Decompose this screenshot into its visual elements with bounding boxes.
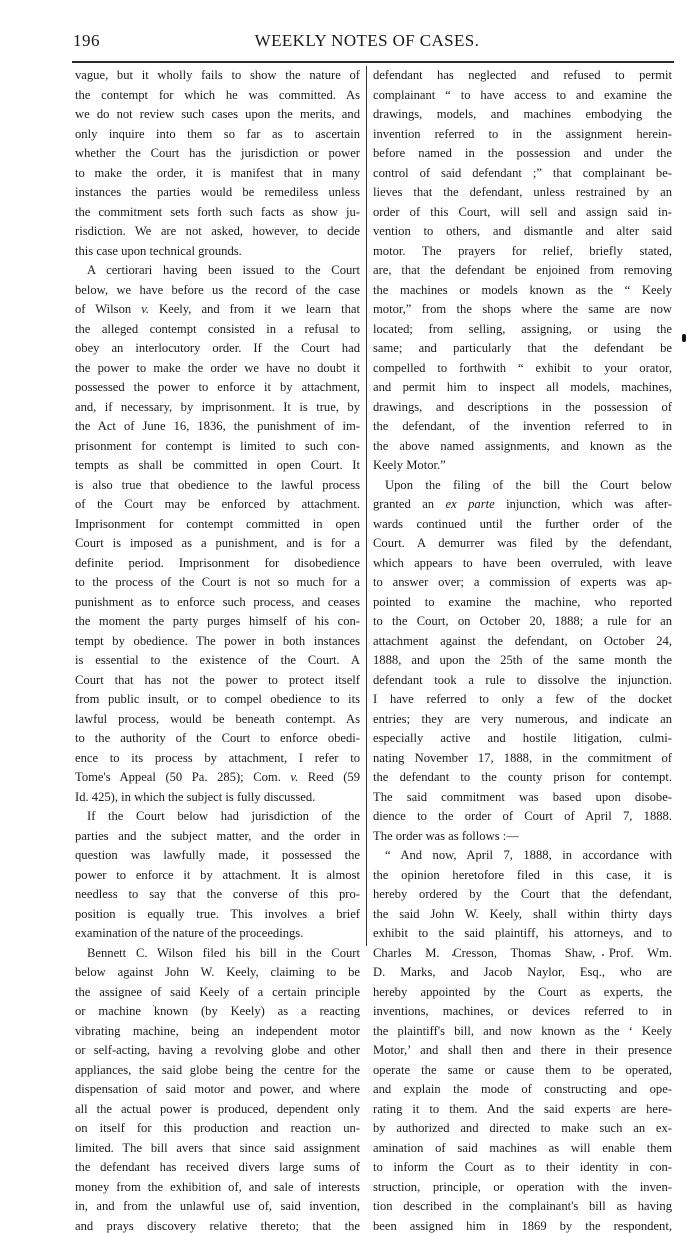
text-line: Charles M. Cresson, Thomas Shaw, Prof. Wm. xyxy=(373,944,672,964)
text-line: Motor,’ and shall then and there in their presence xyxy=(373,1041,672,1061)
text-line: drawings, models, and machines embodying the xyxy=(373,105,672,125)
text-line: Court. A demurrer was filed by the defendant, xyxy=(373,534,672,554)
text-line: only inquire into them so far as to ascertain xyxy=(75,125,360,145)
text-line: drawings, and descriptions in the possession of xyxy=(373,398,672,418)
text-line: punishment as to enforce such process, and ceases xyxy=(75,593,360,613)
text-line: same; and particularly that the defendant be xyxy=(373,339,672,359)
text-line: attachment against the defendant, on October 24, xyxy=(373,632,672,652)
text-line: or self-acting, having a revolving globe and other xyxy=(75,1041,360,1061)
text-line: the moment the party purges himself of his con- xyxy=(75,612,360,632)
page-number: 196 xyxy=(73,31,100,51)
left-column xyxy=(75,66,360,1236)
text-line: The said commitment was based upon disobe- xyxy=(373,788,672,808)
text-line: are, that the defendant be enjoined from removing xyxy=(373,261,672,281)
column-divider xyxy=(366,66,367,946)
text-line: by authorized and directed to make such an ex- xyxy=(373,1119,672,1139)
text-line: nating November 17, 1888, in the commitment of xyxy=(373,749,672,769)
text-line: of the Court may be enforced by attachment. xyxy=(75,495,360,515)
text-line: lieves that the defendant, unless restrained by an xyxy=(373,183,672,203)
text-line: we do not review such cases upon the merits, and xyxy=(75,105,360,125)
right-column xyxy=(373,66,672,1236)
text-line: obey an interlocutory order. If the Court had xyxy=(75,339,360,359)
text-line: on itself for this production and reaction un- xyxy=(75,1119,360,1139)
text-line: A certiorari having been issued to the Court xyxy=(75,261,360,281)
text-line: 1888, and upon the 25th of the same month the xyxy=(373,651,672,671)
text-line: and prays discovery relative thereto; that the xyxy=(75,1217,360,1236)
text-line: struction, principle, or operation with the inven- xyxy=(373,1178,672,1198)
text-line: granted an ex parte injunction, which was after- xyxy=(373,495,672,515)
text-line: the said John W. Keely, shall within thirty days xyxy=(373,905,672,925)
text-line: below against John W. Keely, claiming to be xyxy=(75,963,360,983)
text-line: lawful process, would be beneath contempt. As xyxy=(75,710,360,730)
text-line: located; from selling, assigning, or using the xyxy=(373,320,672,340)
text-line: order of this Court, will sell and assign said in- xyxy=(373,203,672,223)
text-line: tempt by obedience. The power in both instances xyxy=(75,632,360,652)
text-line: definite period. Imprisonment for disobedience xyxy=(75,554,360,574)
text-line: been assigned him in 1869 by the respondent, xyxy=(373,1217,672,1236)
text-line: the contempt for which he was committed. As xyxy=(75,86,360,106)
text-line: Court that has not the power to protect itself xyxy=(75,671,360,691)
text-line: money from the exhibition of, and sale of interests xyxy=(75,1178,360,1198)
text-line: Bennett C. Wilson filed his bill in the Court xyxy=(75,944,360,964)
text-line: dispensation of said motor and power, and where xyxy=(75,1080,360,1100)
text-line: in, and from the unlawful use of, said invention, xyxy=(75,1197,360,1217)
text-line: I have referred to only a few of the docket xyxy=(373,690,672,710)
text-line: to make the order, it is manifest that in many xyxy=(75,164,360,184)
text-line: to the process of the Court is not so much for a xyxy=(75,573,360,593)
text-line: this case upon technical grounds. xyxy=(75,242,360,262)
text-line: appliances, the said globe being the centre for the xyxy=(75,1061,360,1081)
ink-blot-mark xyxy=(682,334,686,342)
text-line: examination of the nature of the proceedings. xyxy=(75,924,360,944)
text-line: the opinion heretofore filed in this case, it is xyxy=(373,866,672,886)
text-line: hereby appointed by the Court as experts, the xyxy=(373,983,672,1003)
text-line: tion described in the complainant's bill as having xyxy=(373,1197,672,1217)
text-line: limited. The bill avers that since said assignment xyxy=(75,1139,360,1159)
text-line: to inform the Court as to their identity in con- xyxy=(373,1158,672,1178)
text-line: the Act of June 16, 1836, the punishment of im- xyxy=(75,417,360,437)
text-line: the power to make the order we have no doubt it xyxy=(75,359,360,379)
text-line: Imprisonment for contempt committed in open xyxy=(75,515,360,535)
text-line: Id. 425), in which the subject is fully discussed. xyxy=(75,788,360,808)
text-line: the alleged contempt consisted in a refusal to xyxy=(75,320,360,340)
text-line: Tome's Appeal (50 Pa. 285); Com. v. Reed (59 xyxy=(75,768,360,788)
text-line: ence to its process by attachment, I refer to xyxy=(75,749,360,769)
text-line: vague, but it wholly fails to show the nature of xyxy=(75,66,360,86)
text-line: position is equally true. This involves a brief xyxy=(75,905,360,925)
text-line: needless to say that the converse of this pro- xyxy=(75,885,360,905)
text-line: instances the parties would be remediless unless xyxy=(75,183,360,203)
text-line: to the Court, on October 20, 1888; a rule for an xyxy=(373,612,672,632)
text-line: motor. The prayers for relief, briefly stated, xyxy=(373,242,672,262)
text-line: is also true that obedience to the lawful process xyxy=(75,476,360,496)
text-line: of Wilson v. Keely, and from it we learn that xyxy=(75,300,360,320)
text-line: possessed the power to enforce it by attachment, xyxy=(75,378,360,398)
text-line: Upon the filing of the bill the Court below xyxy=(373,476,672,496)
text-line: complainant “ to have access to and examine the xyxy=(373,86,672,106)
text-line: D. Marks, and Jacob Naylor, Esq., who are xyxy=(373,963,672,983)
text-line: If the Court below had jurisdiction of the xyxy=(75,807,360,827)
text-line: especially active and hostile litigation, culmi- xyxy=(373,729,672,749)
text-line: motor,” from the shops where the same are now xyxy=(373,300,672,320)
text-line: and permit him to inspect all models, machines, xyxy=(373,378,672,398)
text-line: or machine known (by Keely) as a reacting xyxy=(75,1002,360,1022)
text-line: whether the Court has the jurisdiction or power xyxy=(75,144,360,164)
text-line: before named in the possession and under the xyxy=(373,144,672,164)
text-line: is essential to the existence of the Court. A xyxy=(75,651,360,671)
text-line: prisonment for contempt is limited to such con- xyxy=(75,437,360,457)
text-line: rating it to them. And the said experts are here- xyxy=(373,1100,672,1120)
text-line: the above named assignments, and known as the xyxy=(373,437,672,457)
text-line: below, we have before us the record of the case xyxy=(75,281,360,301)
text-line: all the actual power is produced, dependent only xyxy=(75,1100,360,1120)
text-line: hereby ordered by the Court that the defendant, xyxy=(373,885,672,905)
text-line: to answer over; a commission of experts was ap- xyxy=(373,573,672,593)
text-line: from public insult, or to compel obedience to its xyxy=(75,690,360,710)
text-line: the defendant to the county prison for contempt. xyxy=(373,768,672,788)
running-title: WEEKLY NOTES OF CASES. xyxy=(0,31,698,51)
text-line: the defendant, of the invention referred to in xyxy=(373,417,672,437)
text-line: the commitment sets forth such facts as show ju- xyxy=(75,203,360,223)
text-line: the machines or models known as the “ Keely xyxy=(373,281,672,301)
text-line: operate the same or cause them to be operated, xyxy=(373,1061,672,1081)
text-line: compelled to forthwith “ exhibit to your orator, xyxy=(373,359,672,379)
text-line: and explain the mode of constructing and ope- xyxy=(373,1080,672,1100)
text-line: invention referred to in the assignment herein- xyxy=(373,125,672,145)
text-line: defendant has neglected and refused to permit xyxy=(373,66,672,86)
text-line: control of said defendant ;” that complainant be- xyxy=(373,164,672,184)
text-line: and, if necessary, by imprisonment. It is true, by xyxy=(75,398,360,418)
text-line: defendant took a rule to dissolve the injunction. xyxy=(373,671,672,691)
text-line: wards continued until the further order of the xyxy=(373,515,672,535)
text-line: parties and the subject matter, and the order in xyxy=(75,827,360,847)
text-line: vention to others, and dismantle and alter said xyxy=(373,222,672,242)
text-line: exhibit to the said plaintiff, his attorneys, and to xyxy=(373,924,672,944)
text-line: power to enforce it by attachment. It is almost xyxy=(75,866,360,886)
text-line: Court is imposed as a punishment, and is for a xyxy=(75,534,360,554)
text-line: risdiction. We are not asked, however, to decide xyxy=(75,222,360,242)
text-line: tempts as shall be committed in open Court. It xyxy=(75,456,360,476)
text-line: Keely Motor.” xyxy=(373,456,672,476)
text-line: amination of said machines as will enable them xyxy=(373,1139,672,1159)
text-line: inventions, machines, or devices referred to in xyxy=(373,1002,672,1022)
text-line: the defendant has received divers large sums of xyxy=(75,1158,360,1178)
text-line: which appears to have been overruled, with leave xyxy=(373,554,672,574)
text-line: entries; they are very numerous, and indicate an xyxy=(373,710,672,730)
header-rule xyxy=(72,61,674,63)
text-line: the plaintiff's bill, and now known as the ‘ Keely xyxy=(373,1022,672,1042)
text-line: question was lawfully made, it possessed the xyxy=(75,846,360,866)
text-line: the assignee of said Keely of a certain principle xyxy=(75,983,360,1003)
text-line: The order was as follows :— xyxy=(373,827,672,847)
text-line: vibrating machine, being an independent motor xyxy=(75,1022,360,1042)
text-line: dience to the order of Court of April 7, 1888. xyxy=(373,807,672,827)
text-line: pointed to examine the machine, who reported xyxy=(373,593,672,613)
text-line: to the authority of the Court to enforce obedi- xyxy=(75,729,360,749)
text-line: “ And now, April 7, 1888, in accordance with xyxy=(373,846,672,866)
